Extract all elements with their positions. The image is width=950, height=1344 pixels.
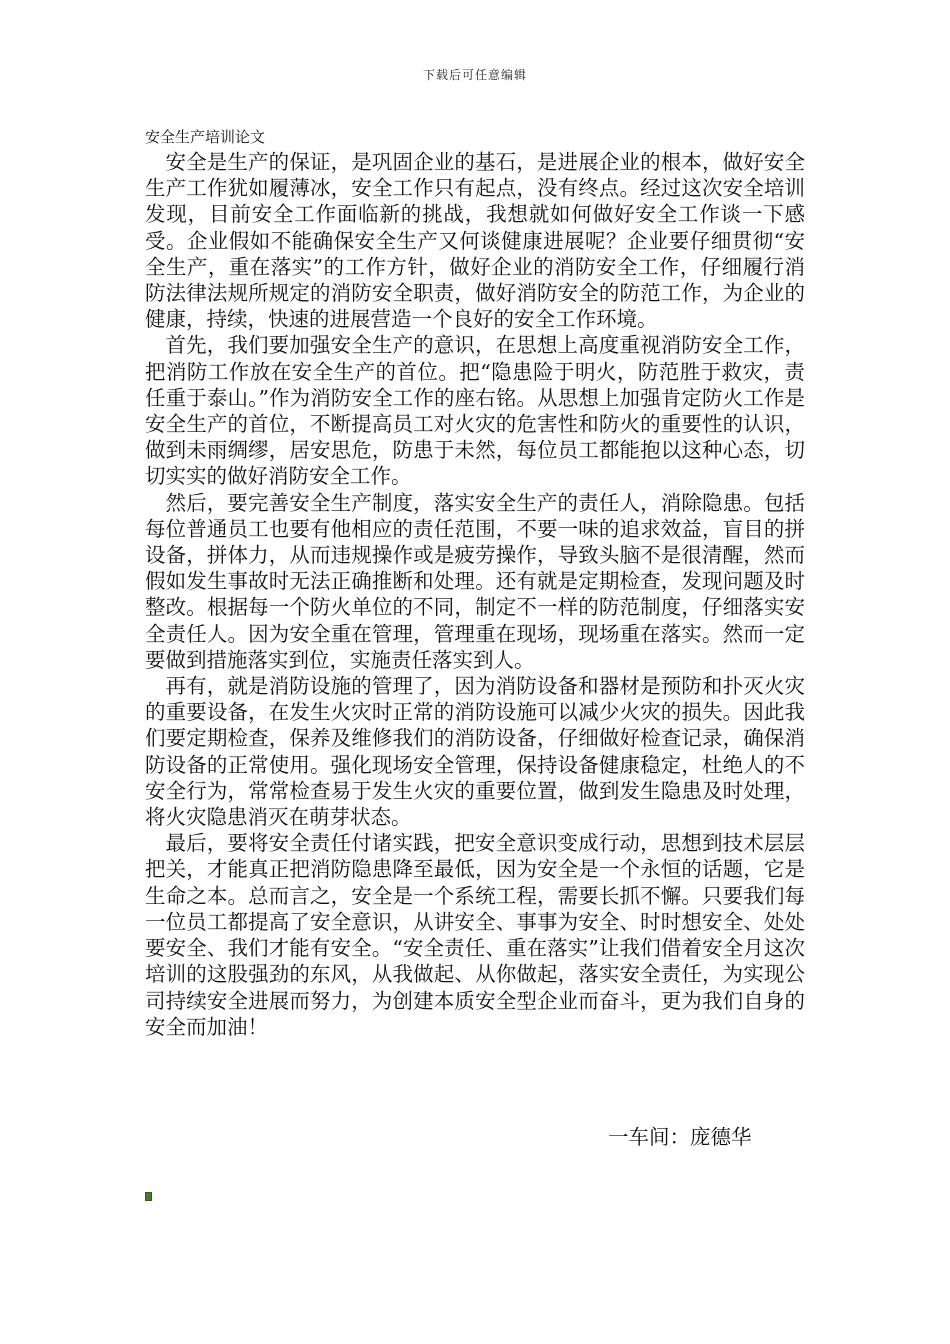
paragraph-4: 再有，就是消防设施的管理了，因为消防设备和器材是预防和扑灭火灾的重要设备，在发生火灾时正常的消防设施可以减少火灾的损失。因此我们要定期检查，保养及维修我们的消防设备，仔细做好检查记录，确保消防设备的正常使用。强化现场安全管理，保持设备健康稳定，杜绝人的不安全行为，常常检查易于发生火灾的重要位置，做到发生隐患及时处理，将火灾隐患消灭在萌芽状态。: [145, 674, 805, 830]
signature: 一车间：庞德华: [608, 1125, 752, 1149]
corner-mark-icon: [145, 1192, 152, 1201]
paragraph-5: 最后，要将安全责任付诸实践，把安全意识变成行动，思想到技术层层把关，才能真正把消防隐患降至最低，因为安全是一个永恒的话题，它是生命之本。总而言之，安全是一个系统工程，需要长抓不懈。只要我们每一位员工都提高了安全意识，从讲安全、事事为安全、时时想安全、处处要安全、我们才能有安全。“安全责任、重在落实”让我们借着安全月这次培训的这股强劲的东风，从我做起、从你做起，落实安全责任，为实现公司持续安全进展而努力，为创建本质安全型企业而奋斗，更为我们自身的安全而加油！: [145, 831, 805, 1039]
document-title: 安全生产培训论文: [145, 128, 266, 146]
paragraph-2: 首先，我们要加强安全生产的意识，在思想上高度重视消防安全工作，把消防工作放在安全生产的首位。把“隐患险于明火，防范胜于救灾，责任重于泰山。”作为消防安全工作的座右铭。从思想上加强肯定防火工作是安全生产的首位，不断提高员工对火灾的危害性和防火的重要性的认识，做到未雨绸缪，居安思危，防患于未然，每位员工都能抱以这种心态，切切实实的做好消防安全工作。: [145, 333, 805, 489]
document-body: [145, 149, 805, 1040]
header-note: 下载后可任意编辑: [422, 68, 527, 82]
paragraph-1: 安全是生产的保证，是巩固企业的基石，是进展企业的根本，做好安全生产工作犹如履薄冰，安全工作只有起点，没有终点。经过这次安全培训发现，目前安全工作面临新的挑战，我想就如何做好安全工作谈一下感受。企业假如不能确保安全生产又何谈健康进展呢？企业要仔细贯彻“安全生产，重在落实”的工作方针，做好企业的消防安全工作，仔细履行消防法律法规所规定的消防安全职责，做好消防安全的防范工作，为企业的健康，持续，快速的进展营造一个良好的安全工作环境。: [145, 150, 805, 332]
paragraph-3: 然后，要完善安全生产制度，落实安全生产的责任人，消除隐患。包括每位普通员工也要有他相应的责任范围，不要一味的追求效益，盲目的拼设备，拼体力，从而违规操作或是疲劳操作，导致头脑不是很清醒，然而假如发生事故时无法正确推断和处理。还有就是定期检查，发现问题及时整改。根据每一个防火单位的不同，制定不一样的防范制度，仔细落实安全责任人。因为安全重在管理，管理重在现场，现场重在落实。然而一定要做到措施落实到位，实施责任落实到人。: [145, 490, 805, 672]
